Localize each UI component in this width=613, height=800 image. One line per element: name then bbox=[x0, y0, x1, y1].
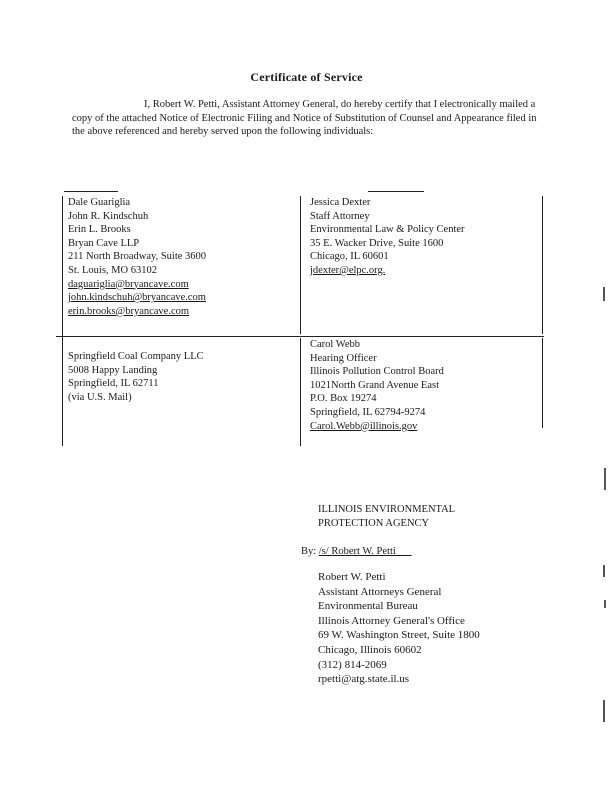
scan-edge-mark bbox=[603, 700, 605, 722]
scan-edge-mark bbox=[604, 468, 606, 490]
email-link[interactable]: daguariglia@bryancave.com bbox=[68, 278, 189, 290]
agency-name bbox=[318, 503, 455, 530]
signature-line: Robert W. Petti bbox=[318, 571, 386, 583]
recipient-line: Chicago, IL 60601 bbox=[310, 251, 389, 263]
email-link[interactable]: jdexter@elpc.org. bbox=[310, 264, 386, 276]
recipient-line: Dale Guariglia bbox=[68, 197, 131, 208]
document-title: Certificate of Service bbox=[250, 70, 363, 84]
table-center-divider-top bbox=[300, 196, 301, 334]
certification-text: I, Robert W. Petti, Assistant Attorney General, do hereby certify that I electronically mailed a copy of the attached Notice of Electronic Filing and Notice of Substitution of Counsel and Appearance filed in the above referenced and hereby served upon the following individuals: bbox=[72, 99, 537, 138]
recipient-line: Erin L. Brooks bbox=[68, 224, 131, 236]
signature-block bbox=[318, 570, 480, 687]
scan-edge-mark bbox=[604, 600, 606, 608]
agency-line: ILLINOIS ENVIRONMENTAL bbox=[318, 504, 456, 515]
signature-line: Environmental Bureau bbox=[318, 600, 418, 613]
signature-text: /s/ Robert W. Petti bbox=[318, 546, 396, 557]
email-link[interactable]: Carol.Webb@illinois.gov bbox=[310, 420, 418, 432]
signature-email[interactable]: rpetti@atg.state.il.us bbox=[318, 673, 410, 686]
recipient-line: Springfield, IL 62794-9274 bbox=[310, 406, 426, 418]
recipient-line: John R. Kindschuh bbox=[68, 210, 149, 222]
recipient-line: 35 E. Wacker Drive, Suite 1600 bbox=[310, 237, 444, 249]
recipient-line: Carol Webb bbox=[310, 339, 360, 350]
table-right-border-top bbox=[542, 196, 543, 334]
recipient-line: Illinois Pollution Control Board bbox=[310, 366, 444, 378]
table-right-border-bottom bbox=[542, 338, 543, 428]
by-label: By: bbox=[301, 546, 317, 557]
agency-line: PROTECTION AGENCY bbox=[318, 517, 430, 529]
recipient-line: 1021North Grand Avenue East bbox=[310, 379, 439, 391]
table-left-border bbox=[62, 196, 63, 446]
recipient-line: Hearing Officer bbox=[310, 352, 377, 364]
email-link[interactable]: erin.brooks@bryancave.com bbox=[68, 305, 190, 317]
table-center-divider-bottom bbox=[300, 338, 301, 446]
table-top-rule-right bbox=[368, 191, 424, 192]
signature-line: Chicago, Illinois 60602 bbox=[318, 643, 422, 656]
signature-line: 69 W. Washington Street, Suite 1800 bbox=[318, 629, 480, 642]
scan-edge-mark bbox=[603, 565, 605, 577]
recipient-pollution-board bbox=[310, 338, 444, 433]
table-top-rule-left bbox=[64, 191, 118, 192]
recipient-line: (via U.S. Mail) bbox=[68, 391, 132, 403]
recipient-elpc bbox=[310, 196, 465, 278]
signature-line: Assistant Attorneys General bbox=[318, 585, 442, 598]
recipient-springfield-coal bbox=[68, 350, 204, 404]
signature-by-line bbox=[301, 545, 412, 559]
recipient-line: 5008 Happy Landing bbox=[68, 364, 158, 376]
signature-line: Illinois Attorney General's Office bbox=[318, 614, 465, 627]
table-middle-rule bbox=[56, 336, 544, 337]
recipient-line: St. Louis, MO 63102 bbox=[68, 264, 157, 276]
recipient-line: 211 North Broadway, Suite 3600 bbox=[68, 251, 207, 263]
electronic-signature bbox=[319, 546, 412, 557]
recipient-line: Staff Attorney bbox=[310, 210, 370, 222]
recipient-line: Bryan Cave LLP bbox=[68, 237, 140, 249]
signature-line: (312) 814-2069 bbox=[318, 658, 387, 671]
recipient-bryan-cave bbox=[68, 196, 206, 318]
recipient-line: Springfield, IL 62711 bbox=[68, 378, 159, 390]
email-link[interactable]: john.kindschuh@bryancave.com bbox=[68, 292, 206, 304]
recipient-line: Springfield Coal Company LLC bbox=[68, 351, 204, 362]
recipient-line: P.O. Box 19274 bbox=[310, 393, 377, 405]
recipient-line: Jessica Dexter bbox=[310, 197, 371, 208]
certification-paragraph bbox=[72, 98, 542, 139]
scan-edge-mark bbox=[603, 287, 605, 301]
recipient-line: Environmental Law & Policy Center bbox=[310, 224, 465, 236]
